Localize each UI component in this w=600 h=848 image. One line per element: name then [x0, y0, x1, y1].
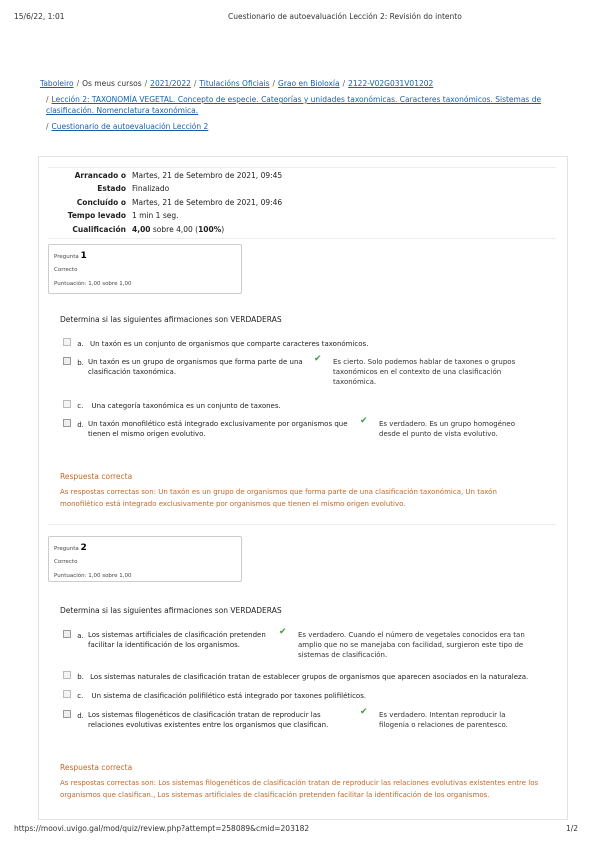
option-text: Los sistemas artificiales de clasificación pretenden facilitar la identificación de los organismos. — [88, 631, 266, 649]
option-text: Un taxón es un grupo de organismos que forma parte de una clasificación taxonómica. — [88, 358, 303, 376]
q2-option-c[interactable]: c. Un sistema de clasificación polifilético está integrado por taxones polifiléticos. — [63, 690, 533, 701]
checkbox-checked[interactable] — [63, 630, 71, 638]
q1-feedback-d: Es verdadero. Es un grupo homogéneo desde el punto de vista evolutivo. — [379, 420, 516, 438]
breadcrumb: Taboleiro / Os meus cursos / 2021/2022 / Titulacións Oficiais / Grao en Bioloxía / 2122-V02G031V01202 / Lección 2: TAXONOMÍA VEGETAL. Concepto de especie. Categorías y unidades taxonómicas. Caracteres taxonómicos. Sistemas de clasificación. Nomenclatura taxonómica. / Cuestionario de autoevaluación Lección 2 — [40, 79, 542, 131]
grade-value — [132, 225, 224, 234]
question-2-points: Puntuación: 1,00 sobre 1,00 — [54, 573, 132, 579]
question-1-prompt: Determina si las siguientes afirmaciones son VERDADERAS — [60, 315, 282, 324]
question-1-number: 1 — [80, 251, 87, 261]
print-date: 15/6/22, 1:01 — [14, 12, 65, 21]
breadcrumb-degree[interactable]: Grao en Bioloxía — [278, 79, 340, 88]
option-text: Los sistemas filogenéticos de clasificación tratan de reproducir las relaciones evolutivas existentes entre los organismos que clasifican. — [88, 711, 329, 729]
question-1-status: Correcto — [54, 267, 78, 273]
q1-option-b[interactable]: b. Un taxón es un grupo de organismos que forma parte de una clasificación taxonómica. — [63, 357, 313, 368]
checkbox[interactable] — [63, 690, 71, 698]
q2-feedback-a: Es verdadero. Cuando el número de vegetales conocidos era tan amplio que no se manejaba con facilidad, surgieron este tipo de sistemas de clasificación. — [298, 631, 525, 659]
print-page: 1/2 — [566, 824, 579, 833]
grade-mid: sobre 4,00 ( — [150, 225, 199, 234]
q1-answer-title: Respuesta correcta — [60, 472, 133, 481]
state-label: Estado — [97, 184, 126, 193]
breadcrumb-course-code[interactable]: 2122-V02G031V01202 — [348, 79, 434, 88]
completed-label: Concluído o — [76, 198, 126, 207]
breadcrumb-year[interactable]: 2021/2022 — [150, 79, 191, 88]
option-text: Una categoría taxonómica es un conjunto de taxones. — [91, 402, 281, 410]
checkbox-checked[interactable] — [63, 419, 71, 427]
checkbox[interactable] — [63, 400, 71, 408]
question-1-label: Pregunta — [54, 254, 79, 260]
q2-answer-title: Respuesta correcta — [60, 763, 133, 772]
time-label: Tempo levado — [67, 211, 126, 220]
time-value: 1 min 1 seg. — [132, 211, 179, 220]
checkbox[interactable] — [63, 671, 71, 679]
question-2-label: Pregunta — [54, 546, 79, 552]
checkbox[interactable] — [63, 338, 71, 346]
print-title: Cuestionario de autoevaluación Lección 2: Revisión do intento — [228, 12, 462, 21]
question-2-prompt: Determina si las siguientes afirmaciones son VERDADERAS — [60, 606, 282, 615]
question-2-status: Correcto — [54, 559, 78, 565]
checkbox-checked[interactable] — [63, 710, 71, 718]
q1-answer-text: As respostas correctas son: Un taxón es un grupo de organismos que forma parte de una clasificación taxonómica, Un taxón monofilético está integrado exclusivamente por organismos que tienen el mismo origen evolutivo. — [60, 488, 497, 508]
option-text: Un taxón es un conjunto de organismos que comparte caracteres taxonómicos. — [89, 340, 369, 348]
correct-check-icon: ✔ — [314, 354, 322, 364]
question-1-info — [48, 244, 242, 294]
q2-option-d[interactable]: d. Los sistemas filogenéticos de clasificación tratan de reproducir las relaciones evolutivas existentes entre los organismos que clasifican. — [63, 710, 358, 721]
option-text: Un taxón monofilético está integrado exclusivamente por organismos que tienen el mismo origen evolutivo. — [88, 420, 348, 438]
grade-label: Cualificación — [72, 225, 126, 234]
breadcrumb-lesson[interactable]: Lección 2: TAXONOMÍA VEGETAL. Concepto de especie. Categorías y unidades taxonómicas. Caracteres taxonómicos. Sistemas de clasificación. Nomenclatura taxonómica. — [46, 95, 542, 115]
q2-option-a[interactable]: a. Los sistemas artificiales de clasificación pretenden facilitar la identificación de los organismos. — [63, 630, 278, 641]
breadcrumb-titulacions[interactable]: Titulacións Oficiais — [199, 79, 270, 88]
correct-check-icon: ✔ — [279, 627, 287, 637]
breadcrumb-my-courses: Os meus cursos — [82, 79, 142, 88]
checkbox-checked[interactable] — [63, 357, 71, 365]
question-1-points: Puntuación: 1,00 sobre 1,00 — [54, 281, 132, 287]
print-url: https://moovi.uvigo.gal/mod/quiz/review.php?attempt=258089&cmid=203182 — [14, 824, 310, 833]
q2-option-b[interactable]: b. Los sistemas naturales de clasificación tratan de establecer grupos de organismos que aparecen asociados en la naturaleza. — [63, 671, 543, 682]
question-2-info — [48, 536, 242, 582]
q1-option-c[interactable]: c. Una categoría taxonómica es un conjunto de taxones. — [63, 400, 533, 411]
grade-end: ) — [221, 225, 225, 234]
q1-feedback-b: Es cierto. Solo podemos hablar de taxones o grupos taxonómicos en el contexto de una clasificación taxonómica. — [333, 358, 516, 386]
option-text: Los sistemas naturales de clasificación tratan de establecer grupos de organismos que aparecen asociados en la naturaleza. — [90, 673, 529, 681]
correct-check-icon: ✔ — [360, 707, 368, 717]
option-text: Un sistema de clasificación polifilético está integrado por taxones polifiléticos. — [91, 692, 367, 700]
question-2-number: 2 — [80, 543, 87, 553]
q1-option-a[interactable]: a. Un taxón es un conjunto de organismos que comparte caracteres taxonómicos. — [63, 338, 533, 349]
grade-percent: 100% — [198, 225, 222, 234]
grade-score: 4,00 — [132, 225, 151, 234]
divider — [48, 524, 556, 525]
correct-check-icon: ✔ — [360, 416, 368, 426]
started-value: Martes, 21 de Setembro de 2021, 09:45 — [132, 171, 283, 180]
q2-feedback-d: Es verdadero. Intentan reproducir la filogenia o relaciones de parentesco. — [379, 711, 508, 729]
breadcrumb-quiz[interactable]: Cuestionario de autoevaluación Lección 2 — [51, 122, 209, 131]
q2-answer-text: As respostas correctas son: Los sistemas filogenéticos de clasificación tratan de reproducir las relaciones evolutivas existentes entre los organismos que clasifican., Los sistemas artificiales de clasificación pretenden facilitar la identificación de los organismos. — [60, 779, 539, 799]
breadcrumb-taboleiro[interactable]: Taboleiro — [40, 79, 74, 88]
started-label: Arrancado o — [74, 171, 126, 180]
state-value: Finalizado — [132, 184, 170, 193]
q1-option-d[interactable]: d. Un taxón monofilético está integrado exclusivamente por organismos que tienen el mismo origen evolutivo. — [63, 419, 358, 430]
completed-value: Martes, 21 de Setembro de 2021, 09:46 — [132, 198, 283, 207]
